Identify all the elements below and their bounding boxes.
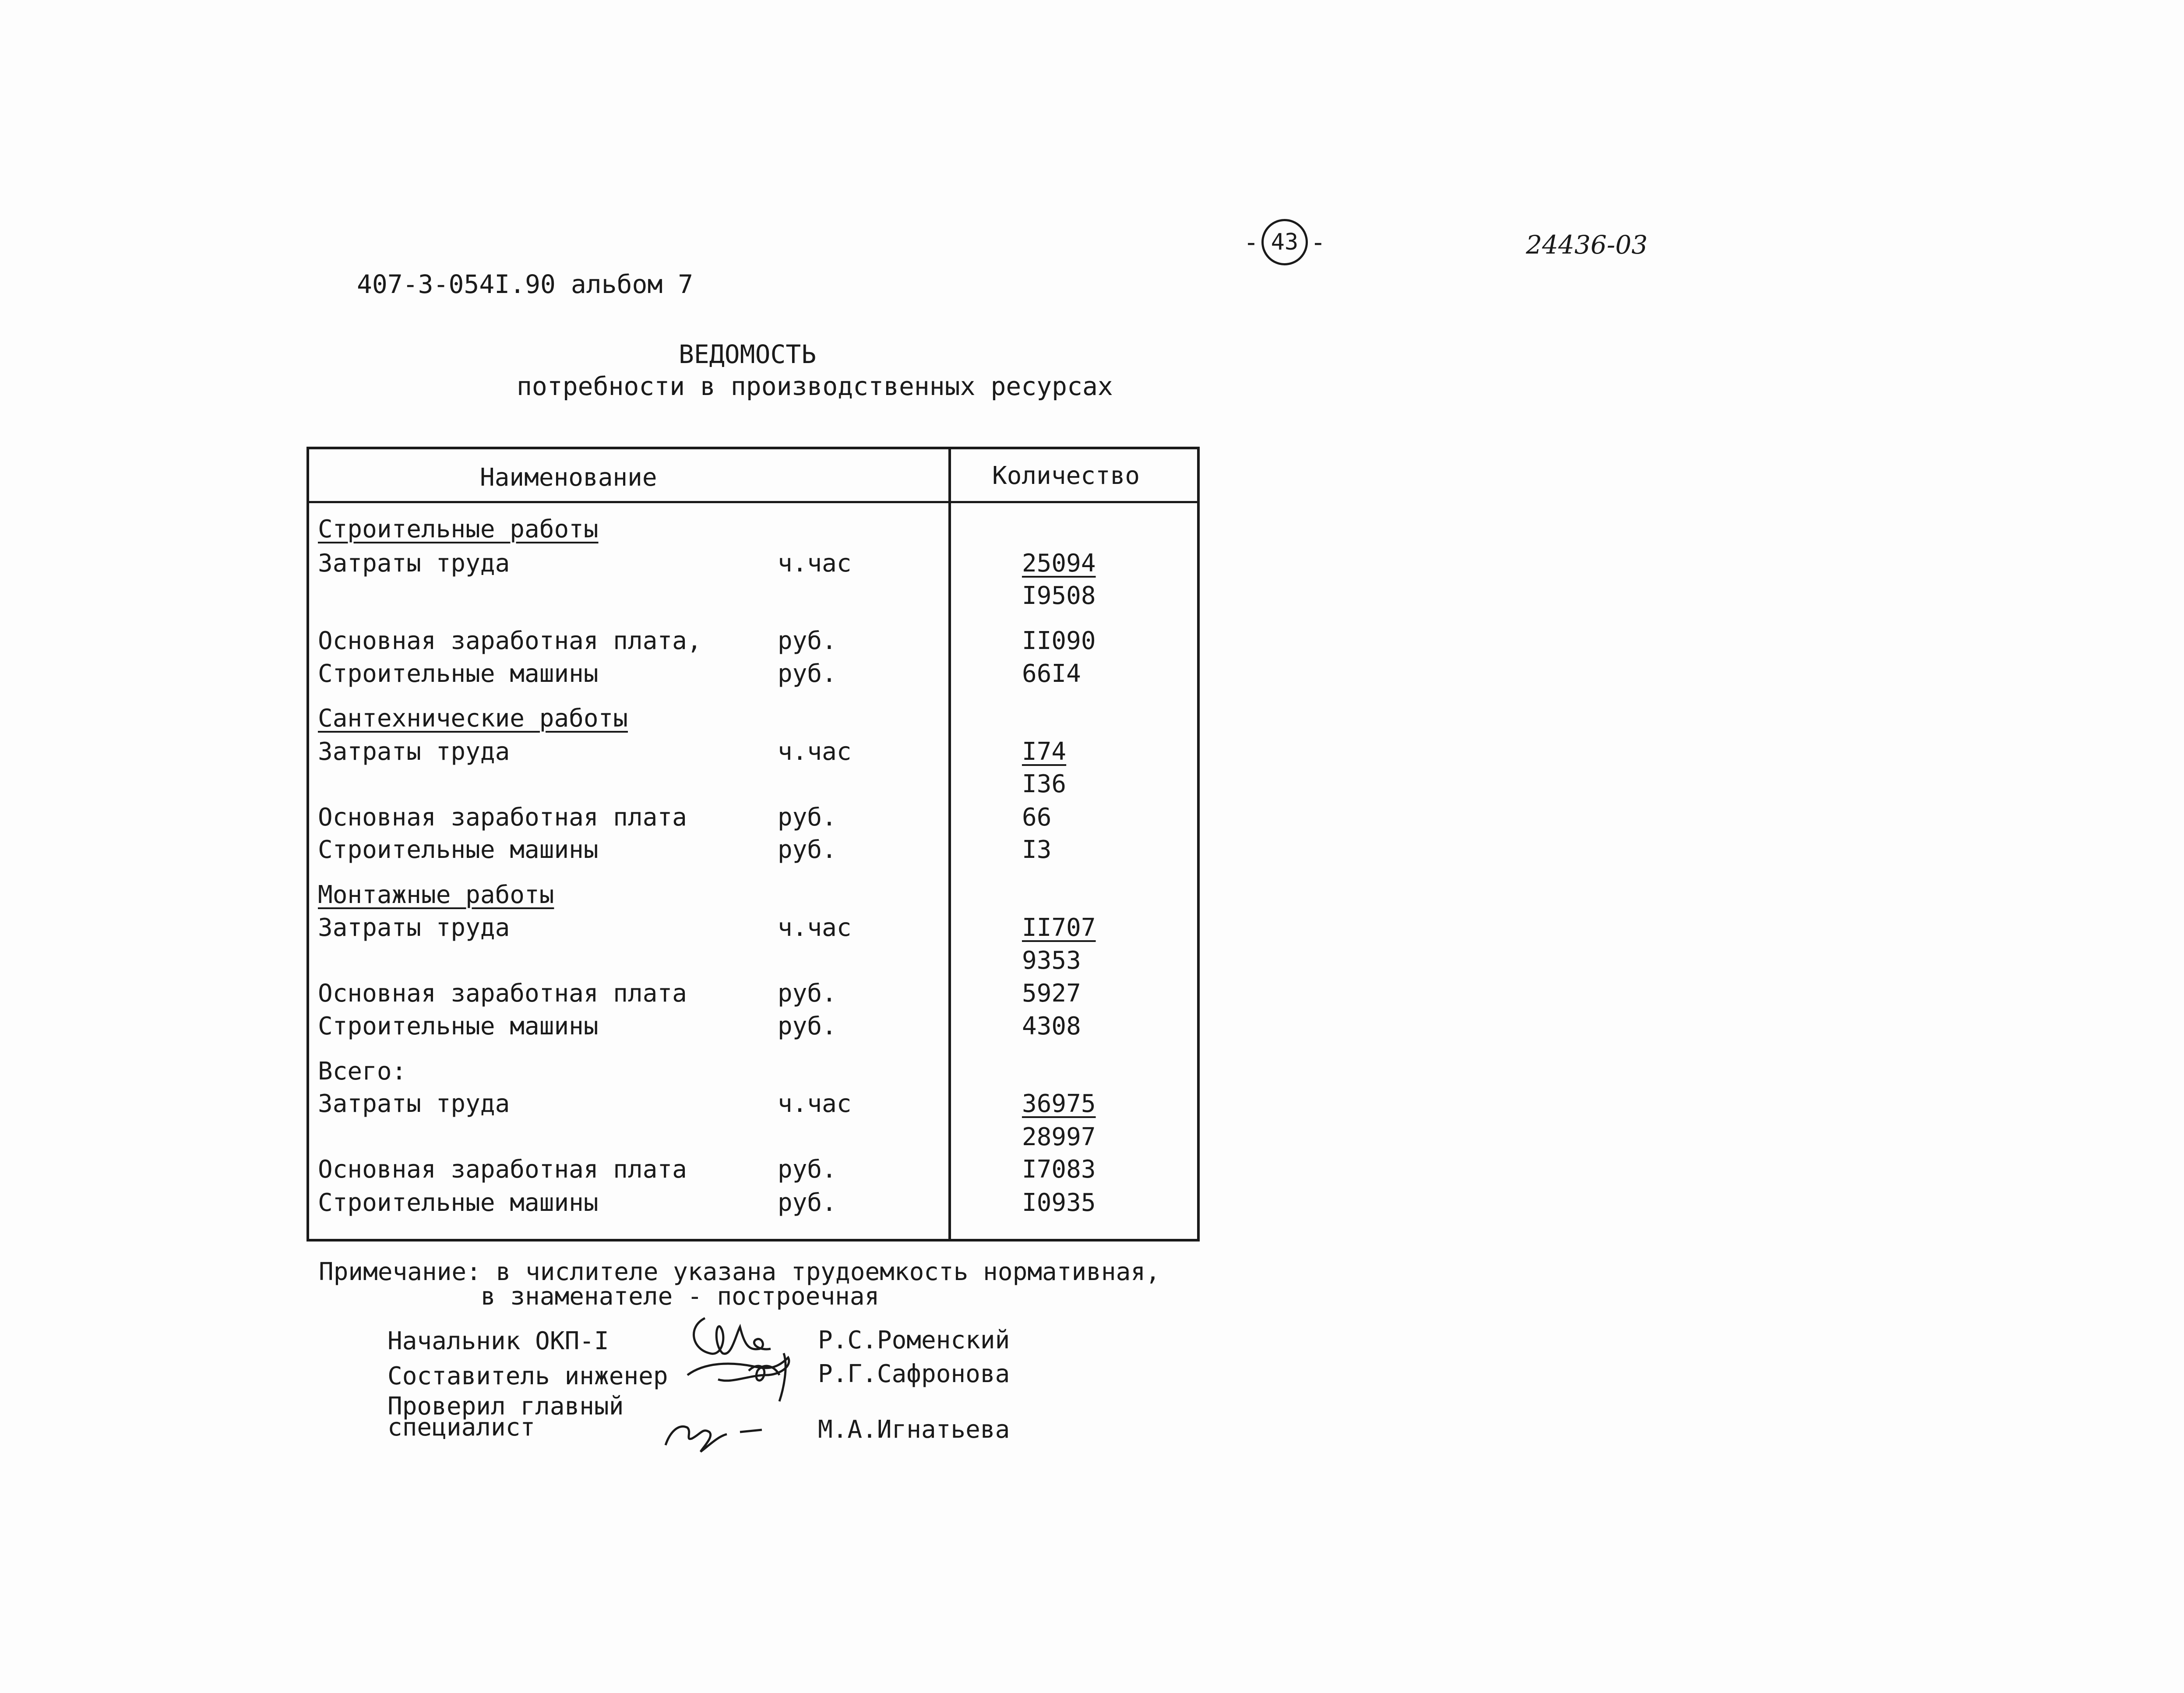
table-row [309,1012,1197,1043]
row-label: Затраты труда [318,914,510,942]
row-unit: руб. [778,1189,837,1217]
table-row [309,1090,1197,1120]
row-quantity-denominator: I9508 [1022,582,1096,610]
table-row [309,881,1197,911]
handwritten-signature [661,1410,775,1458]
table-row [309,515,1197,546]
signature-role [387,1392,624,1442]
table-row [309,627,1197,657]
row-unit: руб. [778,836,837,864]
row-unit: ч.час [778,1090,852,1118]
resources-table [306,447,1200,1242]
row-quantity-numerator: II707 [1022,914,1096,942]
table-row [309,1057,1197,1088]
table-row [309,946,1197,977]
table-row [309,704,1197,735]
table-row [309,914,1197,944]
row-unit: ч.час [778,549,852,578]
table-row [309,770,1197,801]
row-label: Затраты труда [318,549,510,578]
table-row [309,803,1197,834]
handwritten-code: 24436-03 [1526,230,1648,260]
row-label: Строительные машины [318,660,599,688]
row-label: Затраты труда [318,737,510,766]
signature-name: Р.С.Роменский [818,1326,1010,1354]
row-unit: руб. [778,979,837,1008]
row-unit: руб. [778,660,837,688]
row-quantity: 4308 [1022,1012,1081,1040]
document-number: 407-3-054I.90 альбом 7 [357,269,694,299]
row-label: Строительные машины [318,836,599,864]
page-number [1243,219,1326,265]
note-line-1: Примечание: в числителе указана трудоемкость нормативная, [319,1258,1160,1286]
signature-name: Р.Г.Сафронова [818,1360,1010,1388]
row-label: Строительные машины [318,1189,599,1217]
document-title: ВЕДОМОСТЬ [679,339,817,369]
table-row [309,979,1197,1010]
page-number-circle: 43 [1261,219,1308,265]
section-title: Монтажные работы [318,881,554,909]
table-row [309,660,1197,690]
row-unit: руб. [778,803,837,832]
row-unit: руб. [778,1012,837,1040]
row-unit: руб. [778,627,837,655]
row-quantity: I3 [1022,836,1052,864]
table-row [309,1189,1197,1219]
signature-role: Начальник ОКП-I [387,1327,609,1355]
handwritten-signature [679,1309,836,1406]
row-quantity-denominator: 9353 [1022,946,1081,975]
row-quantity: II090 [1022,627,1096,655]
row-quantity: I0935 [1022,1189,1096,1217]
signature-role-line: специалист [387,1413,535,1442]
page-number-dash-right: - [1310,227,1326,257]
signature-role-line: Проверил главный [387,1392,624,1421]
row-quantity-numerator: I74 [1022,737,1067,766]
row-unit: ч.час [778,914,852,942]
table-row [309,1123,1197,1153]
table-row [309,737,1197,768]
table-row [309,582,1197,612]
note-line-2: в знаменателе - построечная [481,1282,880,1311]
row-label: Строительные машины [318,1012,599,1040]
table-header-divider [309,501,1197,503]
row-quantity: I7083 [1022,1155,1096,1184]
row-label: Основная заработная плата [318,1155,687,1184]
row-quantity: 5927 [1022,979,1081,1008]
column-header-quantity: Количество [992,462,1140,490]
page-number-dash-left: - [1243,227,1259,257]
row-quantity-numerator: 36975 [1022,1090,1096,1118]
row-label: Основная заработная плата, [318,627,702,655]
row-quantity-numerator: 25094 [1022,549,1096,578]
table-row [309,1155,1197,1186]
signature-role: Составитель инженер [387,1362,668,1390]
section-title: Строительные работы [318,515,599,543]
column-header-name: Наименование [480,463,657,492]
row-unit: ч.час [778,737,852,766]
row-label: Основная заработная плата [318,803,687,832]
row-quantity-denominator: 28997 [1022,1123,1096,1151]
table-row [309,836,1197,866]
total-title: Всего: [318,1057,407,1086]
section-title: Сантехнические работы [318,704,628,733]
row-label: Основная заработная плата [318,979,687,1008]
row-quantity: 66 [1022,803,1052,832]
row-label: Затраты труда [318,1090,510,1118]
row-quantity-denominator: I36 [1022,770,1067,798]
signature-name: М.А.Игнатьева [818,1415,1010,1444]
row-unit: руб. [778,1155,837,1184]
table-row [309,549,1197,580]
row-quantity: 66I4 [1022,660,1081,688]
document-subtitle: потребности в производственных ресурсах [517,371,1113,401]
